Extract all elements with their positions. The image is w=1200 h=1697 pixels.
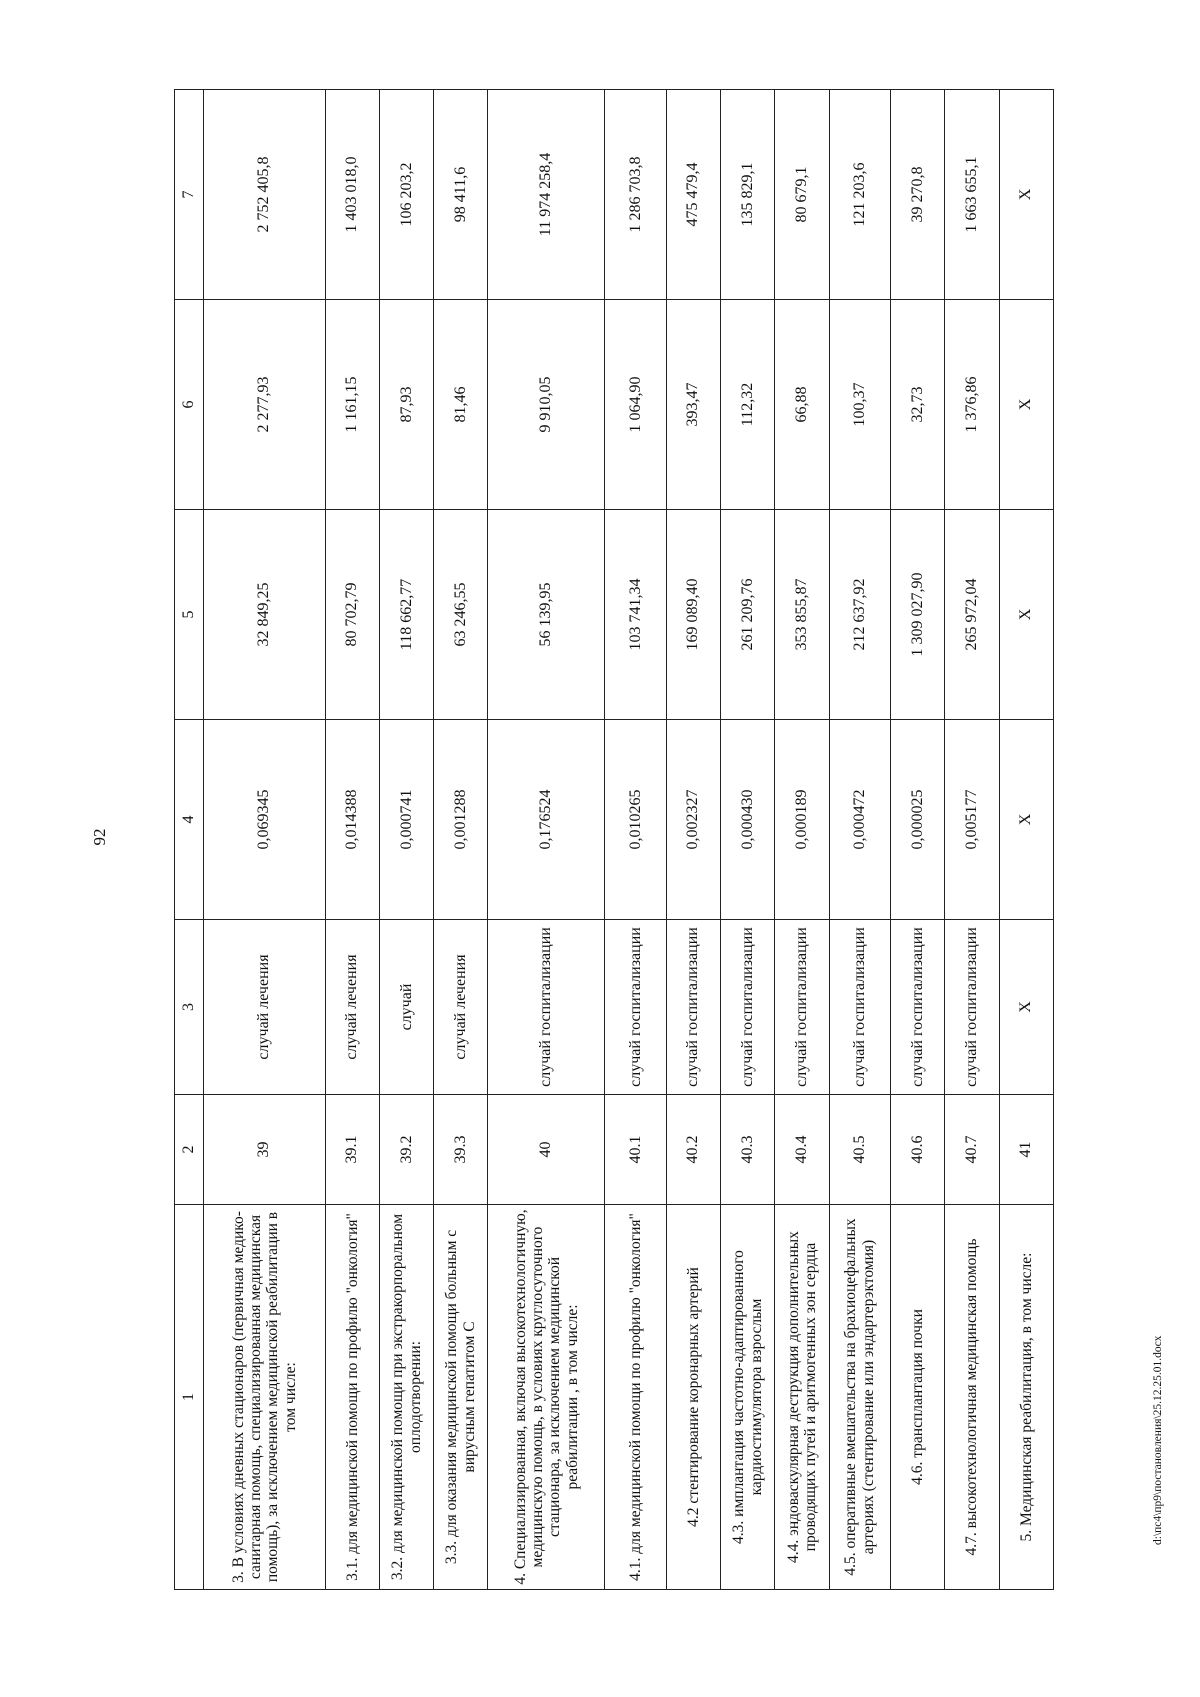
- row-name: 3.2. для медицинской помощи при экстракорпоральном оплодотворении:: [379, 1205, 433, 1590]
- header-cell: 3: [175, 920, 204, 1095]
- row-value-7: 475 479,4: [666, 90, 720, 300]
- row-value-6: 100,37: [829, 300, 890, 510]
- row-value-6: 2 277,93: [204, 300, 326, 510]
- row-unit: случай госпитализации: [488, 920, 605, 1095]
- table-row: [605, 90, 666, 1590]
- row-value-4: Х: [999, 720, 1053, 920]
- row-value-4: 0,002327: [666, 720, 720, 920]
- row-value-7: 2 752 405,8: [204, 90, 326, 300]
- row-value-4: 0,176524: [488, 720, 605, 920]
- row-code: 40.2: [666, 1095, 720, 1205]
- row-unit: случай госпитализации: [775, 920, 829, 1095]
- table-row: [488, 90, 605, 1590]
- row-value-7: Х: [999, 90, 1053, 300]
- row-value-6: 81,46: [434, 300, 488, 510]
- row-name: 4. Специализированная, включая высокотехнологичную, медицинскую помощь, в условиях круглосуточного стационара, за исключением медицинской реабилитации , в том числе:: [488, 1205, 605, 1590]
- row-value-5: Х: [999, 510, 1053, 720]
- row-unit: случай госпитализации: [829, 920, 890, 1095]
- row-unit: случай госпитализации: [891, 920, 945, 1095]
- row-code: 40.6: [891, 1095, 945, 1205]
- row-value-5: 353 855,87: [775, 510, 829, 720]
- row-value-4: 0,000025: [891, 720, 945, 920]
- header-cell: 5: [175, 510, 204, 720]
- row-value-7: 11 974 258,4: [488, 90, 605, 300]
- row-value-7: 80 679,1: [775, 90, 829, 300]
- header-row: [175, 90, 204, 1590]
- row-value-7: 1 403 018,0: [325, 90, 379, 300]
- row-name: 4.7. высокотехнологичная медицинская помощь: [945, 1205, 999, 1590]
- row-code: 40.3: [721, 1095, 775, 1205]
- header-cell: 4: [175, 720, 204, 920]
- row-code: 39.2: [379, 1095, 433, 1205]
- row-name: 3.1. для медицинской помощи по профилю "онкология": [325, 1205, 379, 1590]
- row-value-7: 135 829,1: [721, 90, 775, 300]
- row-value-7: 106 203,2: [379, 90, 433, 300]
- row-value-5: 261 209,76: [721, 510, 775, 720]
- row-value-4: 0,069345: [204, 720, 326, 920]
- row-unit: случай: [379, 920, 433, 1095]
- row-name: 4.3. имплантация частотно-адаптированного кардиостимулятора взрослым: [721, 1205, 775, 1590]
- table-row: [999, 90, 1053, 1590]
- row-value-5: 63 246,55: [434, 510, 488, 720]
- table-row: [379, 90, 433, 1590]
- row-value-4: 0,001288: [434, 720, 488, 920]
- row-value-5: 118 662,77: [379, 510, 433, 720]
- row-value-7: 98 411,6: [434, 90, 488, 300]
- row-value-6: 112,32: [721, 300, 775, 510]
- table-row: [666, 90, 720, 1590]
- row-name: 4.4. эндоваскулярная деструкция дополнительных проводящих путей и аритмогенных зон сердца: [775, 1205, 829, 1590]
- table-row: [775, 90, 829, 1590]
- row-unit: случай лечения: [325, 920, 379, 1095]
- table-row: [325, 90, 379, 1590]
- row-value-5: 265 972,04: [945, 510, 999, 720]
- row-value-6: 66,88: [775, 300, 829, 510]
- row-code: 40.7: [945, 1095, 999, 1205]
- row-unit: случай госпитализации: [945, 920, 999, 1095]
- row-value-4: 0,000741: [379, 720, 433, 920]
- row-name: 3. В условиях дневных стационаров (первичная медико-санитарная помощь, специализированная медицинская помощь), за исключением медицинской реабилитации в том числе:: [204, 1205, 326, 1590]
- row-unit: случай госпитализации: [666, 920, 720, 1095]
- row-value-6: 1 064,90: [605, 300, 666, 510]
- row-name: 4.5. оперативные вмешательства на брахиоцефальных артериях (стентирование или эндартерэктомия): [829, 1205, 890, 1590]
- row-name: 5. Медицинская реабилитация, в том числе:: [999, 1205, 1053, 1590]
- table-row: [204, 90, 326, 1590]
- page-number: 92: [90, 828, 109, 846]
- row-name: 4.1. для медицинской помощи по профилю "онкология": [605, 1205, 666, 1590]
- row-code: 40: [488, 1095, 605, 1205]
- row-unit: случай госпитализации: [605, 920, 666, 1095]
- row-unit: случай лечения: [434, 920, 488, 1095]
- row-unit: случай госпитализации: [721, 920, 775, 1095]
- row-value-7: 121 203,6: [829, 90, 890, 300]
- table-wrapper: [174, 90, 1054, 1590]
- row-value-6: 87,93: [379, 300, 433, 510]
- row-unit: Х: [999, 920, 1053, 1095]
- row-value-4: 0,005177: [945, 720, 999, 920]
- row-code: 41: [999, 1095, 1053, 1205]
- row-value-6: Х: [999, 300, 1053, 510]
- footer-file-path: d:\пс4\пр9\постановления\25.12.25.01.docx: [1152, 1335, 1164, 1545]
- row-name: 3.3. для оказания медицинской помощи больным с вирусным гепатитом С: [434, 1205, 488, 1590]
- row-value-5: 103 741,34: [605, 510, 666, 720]
- row-value-5: 80 702,79: [325, 510, 379, 720]
- table-row: [434, 90, 488, 1590]
- row-value-6: 1 161,15: [325, 300, 379, 510]
- row-value-4: 0,010265: [605, 720, 666, 920]
- table-row: [945, 90, 999, 1590]
- table-row: [721, 90, 775, 1590]
- row-code: 40.4: [775, 1095, 829, 1205]
- row-code: 39: [204, 1095, 326, 1205]
- table-row: [891, 90, 945, 1590]
- row-code: 40.1: [605, 1095, 666, 1205]
- row-value-5: 32 849,25: [204, 510, 326, 720]
- row-value-6: 393,47: [666, 300, 720, 510]
- header-cell: 2: [175, 1095, 204, 1205]
- row-value-5: 1 309 027,90: [891, 510, 945, 720]
- row-value-5: 212 637,92: [829, 510, 890, 720]
- row-value-6: 1 376,86: [945, 300, 999, 510]
- row-value-7: 1 286 703,8: [605, 90, 666, 300]
- row-value-7: 1 663 655,1: [945, 90, 999, 300]
- row-code: 39.1: [325, 1095, 379, 1205]
- row-code: 39.3: [434, 1095, 488, 1205]
- row-name: 4.2 стентирование коронарных артерий: [666, 1205, 720, 1590]
- header-cell: 6: [175, 300, 204, 510]
- header-cell: 1: [175, 1205, 204, 1590]
- row-value-6: 32,73: [891, 300, 945, 510]
- row-value-4: 0,014388: [325, 720, 379, 920]
- row-value-4: 0,000472: [829, 720, 890, 920]
- row-value-7: 39 270,8: [891, 90, 945, 300]
- row-value-4: 0,000189: [775, 720, 829, 920]
- row-value-5: 56 139,95: [488, 510, 605, 720]
- data-table: [174, 89, 1054, 1590]
- row-value-5: 169 089,40: [666, 510, 720, 720]
- row-name: 4.6. трансплантация почки: [891, 1205, 945, 1590]
- header-cell: 7: [175, 90, 204, 300]
- row-value-6: 9 910,05: [488, 300, 605, 510]
- table-row: [829, 90, 890, 1590]
- row-unit: случай лечения: [204, 920, 326, 1095]
- row-value-4: 0,000430: [721, 720, 775, 920]
- row-code: 40.5: [829, 1095, 890, 1205]
